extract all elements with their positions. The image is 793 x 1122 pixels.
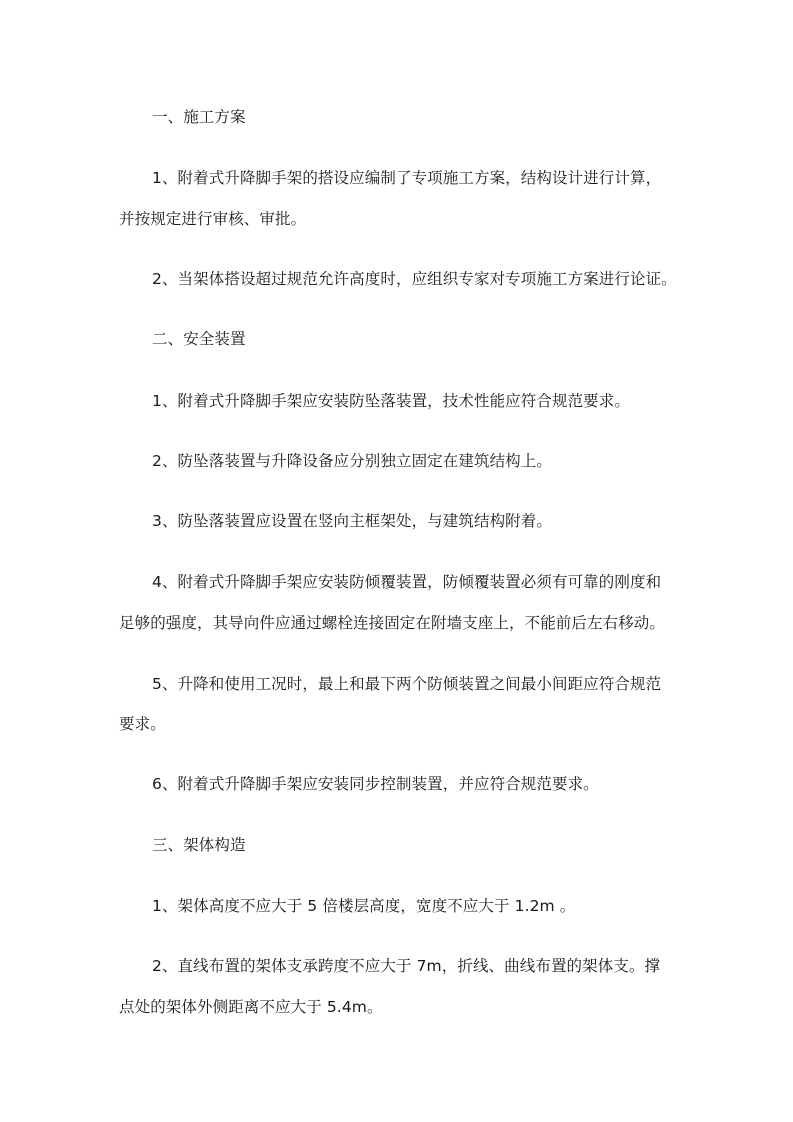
paragraph-line: 1、附着式升降脚手架应安装防坠落装置，技术性能应符合规范要求。 [152, 392, 630, 410]
paragraph-line: 4、附着式升降脚手架应安装防倾覆装置，防倾覆装置必须有可靠的刚度和 [152, 573, 662, 591]
paragraph-line: 3、防坠落装置应设置在竖向主框架处，与建筑结构附着。 [152, 512, 552, 530]
paragraph-line: 2、直线布置的架体支承跨度不应大于 7m，折线、曲线布置的架体支。撑 [152, 957, 661, 975]
paragraph-line: 5、升降和使用工况时，最上和最下两个防倾装置之间最小间距应符合规范 [152, 675, 662, 693]
paragraph-line: 2、当架体搭设超过规范允许高度时，应组织专家对专项施工方案进行论证。 [152, 270, 677, 288]
section-heading: 二、安全装置 [152, 330, 246, 348]
section-heading: 三、架体构造 [152, 836, 246, 854]
section-heading: 一、施工方案 [152, 108, 246, 126]
paragraph-line: 足够的强度，其导向件应通过螺栓连接固定在附墙支座上，不能前后左右移动。 [119, 614, 666, 632]
paragraph-line: 要求。 [119, 715, 166, 733]
paragraph-line: 并按规定进行审核、审批。 [119, 210, 307, 228]
paragraph-line: 1、附着式升降脚手架的搭设应编制了专项施工方案，结构设计进行计算， [152, 169, 662, 187]
paragraph-line: 1、架体高度不应大于 5 倍楼层高度，宽度不应大于 1.2m 。 [152, 897, 576, 915]
paragraph-line: 2、防坠落装置与升降设备应分别独立固定在建筑结构上。 [152, 452, 552, 470]
paragraph-line: 6、附着式升降脚手架应安装同步控制装置，并应符合规范要求。 [152, 775, 599, 793]
paragraph-line: 点处的架体外侧距离不应大于 5.4m。 [119, 998, 383, 1016]
